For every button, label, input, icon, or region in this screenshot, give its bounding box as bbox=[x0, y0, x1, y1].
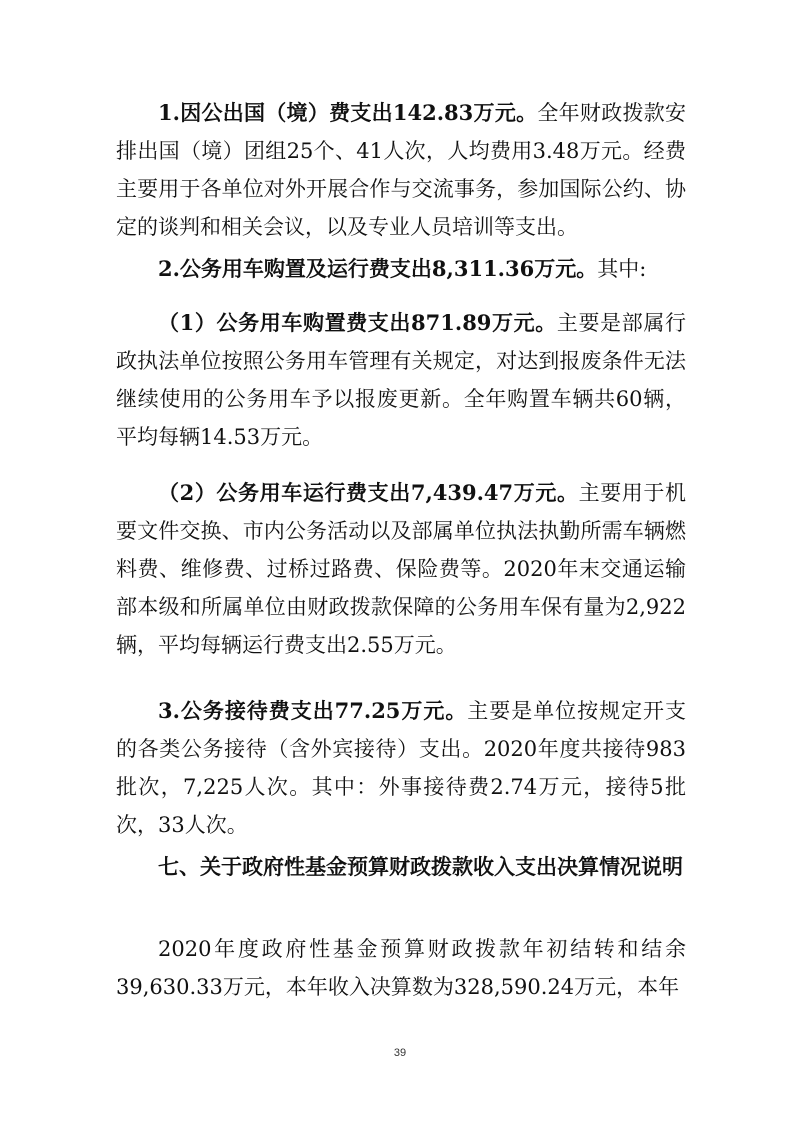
section-heading: 七、关于政府性基金预算财政拨款收入支出决算情况说明 bbox=[158, 855, 683, 879]
paragraph-body: 主要用于机要文件交换、市内公务活动以及部属单位执法执勤所需车辆燃料费、维修费、过桥过路费、保险费等。2020年末交通运输部本级和所属单位由财政拨款保障的公务用车保有量为2,922辆，平均每辆运行费支出2.55万元。 bbox=[116, 481, 687, 657]
paragraph-vehicle-total bbox=[116, 250, 686, 288]
paragraph-vehicle-operation bbox=[116, 474, 686, 664]
paragraph-body: 全年财政拨款安排出国（境）团组25个、41人次，人均费用3.48万元。经费主要用于各单位对外开展合作与交流事务，参加国际公约、协定的谈判和相关会议，以及专业人员培训等支出。 bbox=[116, 101, 687, 239]
paragraph-lead: 2.公务用车购置及运行费支出8,311.36万元。 bbox=[158, 256, 598, 281]
paragraph-lead: （1）公务用车购置费支出871.89万元。 bbox=[158, 310, 557, 335]
paragraph-body: 主要是部属行政执法单位按照公务用车管理有关规定，对达到报废条件无法继续使用的公务用车予以报废更新。全年购置车辆共60辆，平均每辆14.53万元。 bbox=[116, 311, 687, 449]
paragraph-vehicle-purchase bbox=[116, 304, 686, 456]
paragraph-reception bbox=[116, 692, 686, 844]
paragraph-overseas-travel bbox=[116, 94, 686, 246]
paragraph-body: 2020年度政府性基金预算财政拨款年初结转和结余39,630.33万元，本年收入决算数为328,590.24万元，本年 bbox=[116, 937, 686, 999]
paragraph-body: 其中: bbox=[597, 257, 647, 281]
paragraph-lead: 3.公务接待费支出77.25万元。 bbox=[158, 698, 468, 723]
paragraph-lead: （2）公务用车运行费支出7,439.47万元。 bbox=[158, 480, 579, 505]
paragraph-government-fund bbox=[116, 930, 686, 1006]
page-number: 39 bbox=[393, 1047, 407, 1059]
paragraph-lead: 1.因公出国（境）费支出142.83万元。 bbox=[158, 100, 538, 125]
paragraph-body: 主要是单位按规定开支的各类公务接待（含外宾接待）支出。2020年度共接待983批次，7,225人次。其中：外事接待费2.74万元，接待5批次，33人次。 bbox=[116, 699, 687, 837]
